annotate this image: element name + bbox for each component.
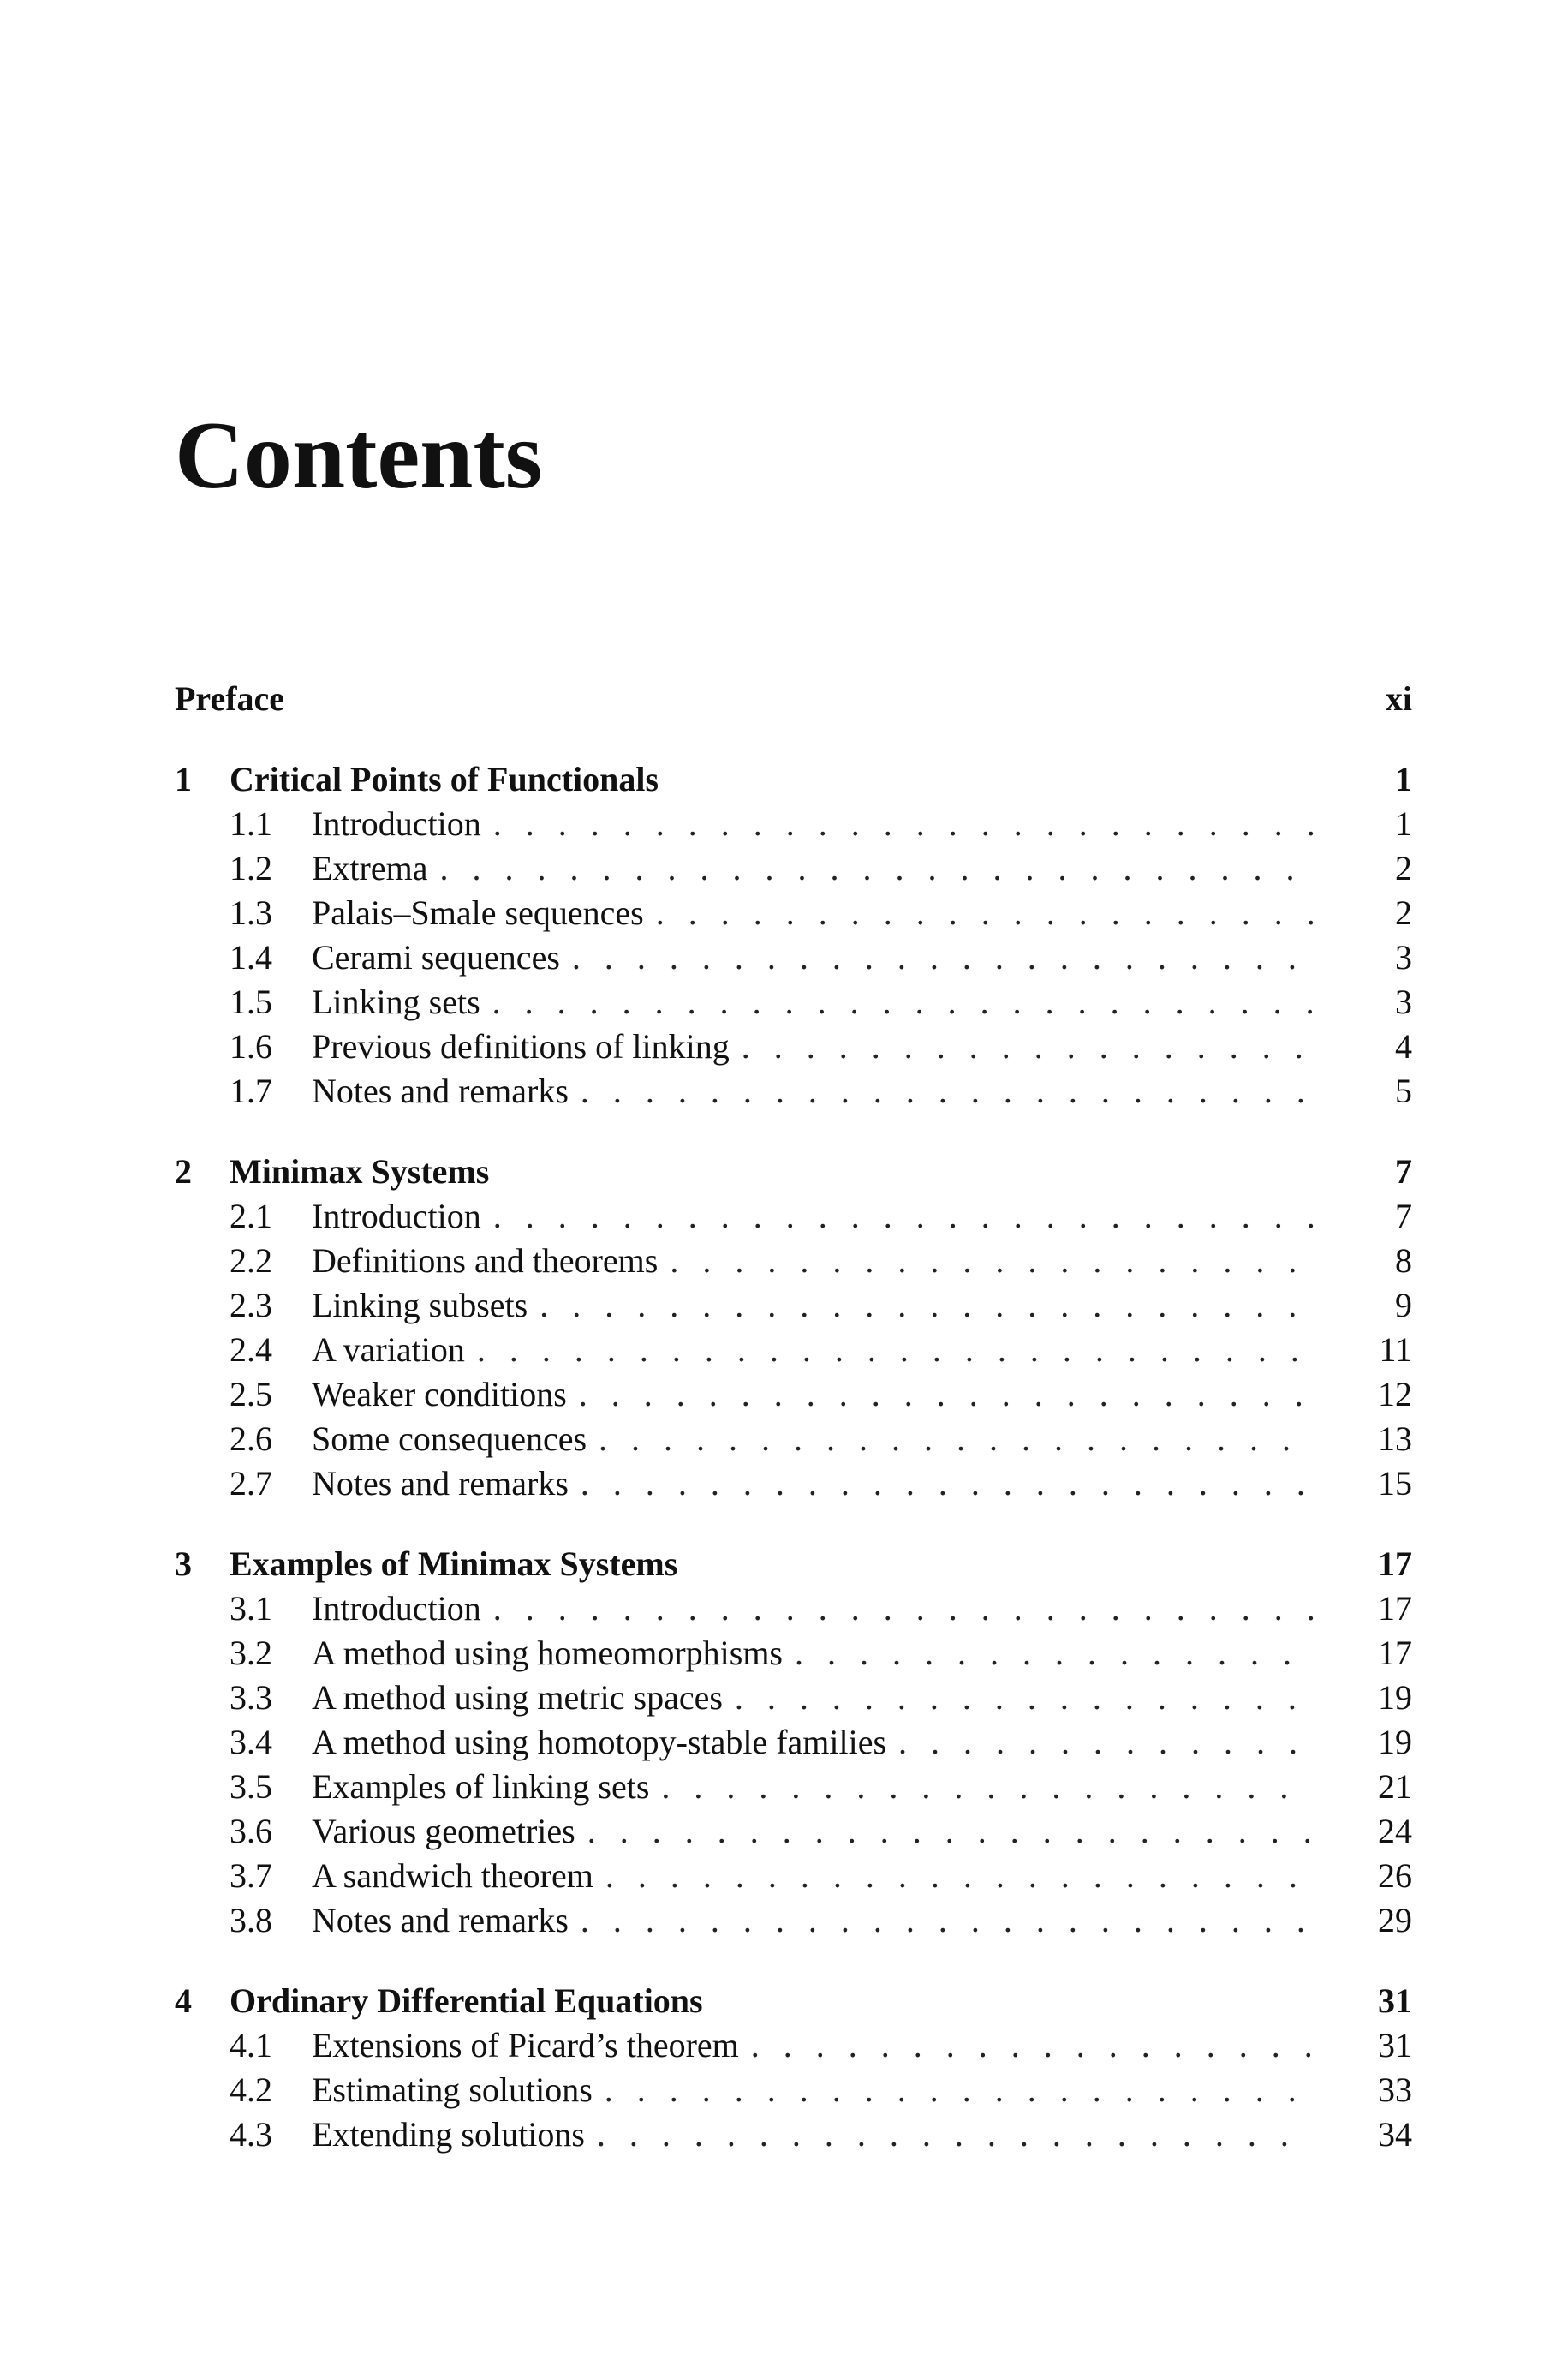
dot-leader xyxy=(540,1283,1315,1328)
toc-section-title: Extending solutions xyxy=(312,2115,585,2154)
toc-page-number: 24 xyxy=(1378,1812,1412,1850)
toc-section-number: 1.1 xyxy=(230,804,272,843)
table-of-contents xyxy=(175,677,1412,2157)
dot-leader xyxy=(605,2068,1315,2112)
toc-section-title: A method using homeomorphisms xyxy=(312,1634,783,1672)
toc-section[interactable] xyxy=(175,1194,1412,1239)
toc-page-number: 7 xyxy=(1395,1152,1412,1191)
toc-section-number: 1.5 xyxy=(230,983,272,1021)
toc-section[interactable] xyxy=(175,846,1412,891)
toc-section-title: Definitions and theorems xyxy=(312,1241,659,1280)
toc-page-number: 33 xyxy=(1378,2070,1412,2109)
toc-page-number: 3 xyxy=(1395,938,1412,977)
toc-section[interactable] xyxy=(175,891,1412,935)
toc-section[interactable] xyxy=(175,935,1412,980)
toc-section-number: 2.4 xyxy=(230,1330,272,1369)
dot-leader xyxy=(492,980,1315,1025)
toc-section[interactable] xyxy=(175,1283,1412,1328)
toc-page-number: 17 xyxy=(1378,1589,1412,1628)
toc-section-title: Notes and remarks xyxy=(312,1901,569,1939)
toc-page-number: 3 xyxy=(1395,983,1412,1021)
toc-section-title: Previous definitions of linking xyxy=(312,1027,730,1066)
toc-chapter-title: Minimax Systems xyxy=(230,1152,490,1191)
toc-section-number: 2.7 xyxy=(230,1464,272,1503)
toc-preface[interactable] xyxy=(175,677,1412,721)
toc-page-number: 26 xyxy=(1378,1856,1412,1895)
dot-leader xyxy=(605,1854,1315,1898)
dot-leader xyxy=(795,1631,1315,1676)
toc-section-number: 2.3 xyxy=(230,1286,272,1324)
toc-chapter[interactable] xyxy=(175,1542,1412,1586)
toc-section[interactable] xyxy=(175,1676,1412,1720)
toc-section-number: 4.1 xyxy=(230,2026,272,2064)
toc-chapter[interactable] xyxy=(175,1150,1412,1194)
toc-section-number: 2.1 xyxy=(230,1197,272,1235)
toc-chapter[interactable] xyxy=(175,757,1412,802)
dot-leader xyxy=(572,935,1315,980)
toc-page-number: 7 xyxy=(1395,1197,1412,1235)
toc-section-number: 1.3 xyxy=(230,893,272,932)
toc-chapter-number: 2 xyxy=(175,1152,192,1191)
toc-page-number: 13 xyxy=(1378,1419,1412,1458)
toc-section[interactable] xyxy=(175,1720,1412,1765)
toc-page-number: 21 xyxy=(1378,1767,1412,1806)
toc-page-number: 34 xyxy=(1378,2115,1412,2154)
toc-page-number: 4 xyxy=(1395,1027,1412,1066)
toc-page-number: 29 xyxy=(1378,1901,1412,1939)
toc-section[interactable] xyxy=(175,1417,1412,1461)
dot-leader xyxy=(581,1898,1315,1943)
toc-page-number: xi xyxy=(1385,679,1412,718)
toc-section-number: 1.4 xyxy=(230,938,272,977)
toc-page-number: 17 xyxy=(1378,1634,1412,1672)
toc-section-title: Cerami sequences xyxy=(312,938,560,977)
toc-preface-label: Preface xyxy=(175,679,285,718)
dot-leader xyxy=(581,1069,1315,1114)
toc-section-number: 3.2 xyxy=(230,1634,272,1672)
toc-section-title: A variation xyxy=(312,1330,465,1369)
dot-leader xyxy=(477,1328,1315,1372)
toc-section[interactable] xyxy=(175,980,1412,1025)
toc-section-title: Weaker conditions xyxy=(312,1375,567,1413)
toc-section[interactable] xyxy=(175,1809,1412,1854)
dot-leader xyxy=(599,1417,1315,1461)
toc-section-number: 2.5 xyxy=(230,1375,272,1413)
toc-page-number: 9 xyxy=(1395,1286,1412,1324)
dot-leader xyxy=(581,1461,1315,1506)
toc-section-number: 3.4 xyxy=(230,1723,272,1761)
toc-section-title: Notes and remarks xyxy=(312,1464,569,1503)
toc-section-number: 3.8 xyxy=(230,1901,272,1939)
dot-leader xyxy=(661,1765,1315,1809)
toc-page-number: 8 xyxy=(1395,1241,1412,1280)
dot-leader xyxy=(670,1239,1315,1283)
toc-page-number: 19 xyxy=(1378,1723,1412,1761)
toc-section-number: 1.2 xyxy=(230,849,272,887)
toc-section-number: 4.2 xyxy=(230,2070,272,2109)
toc-chapter[interactable] xyxy=(175,1979,1412,2023)
toc-section-title: Estimating solutions xyxy=(312,2070,593,2109)
toc-section[interactable] xyxy=(175,1586,1412,1631)
toc-section-title: Some consequences xyxy=(312,1419,587,1458)
dot-leader xyxy=(493,1586,1315,1631)
toc-page-number: 2 xyxy=(1395,849,1412,887)
toc-chapter-title: Ordinary Differential Equations xyxy=(230,1981,703,2020)
toc-chapters xyxy=(175,757,1412,2157)
toc-chapter-number: 1 xyxy=(175,760,192,798)
toc-section-title: Extrema xyxy=(312,849,428,887)
toc-section-title: Linking sets xyxy=(312,983,480,1021)
toc-section-title: Introduction xyxy=(312,1197,481,1235)
toc-section[interactable] xyxy=(175,2112,1412,2157)
toc-section-title: Palais–Smale sequences xyxy=(312,893,644,932)
toc-section[interactable] xyxy=(175,802,1412,846)
dot-leader xyxy=(656,891,1315,935)
toc-section-number: 2.6 xyxy=(230,1419,272,1458)
toc-page-number: 19 xyxy=(1378,1678,1412,1717)
toc-chapter-title: Examples of Minimax Systems xyxy=(230,1545,678,1583)
toc-chapter-number: 3 xyxy=(175,1545,192,1583)
toc-section[interactable] xyxy=(175,1069,1412,1114)
toc-section-number: 3.1 xyxy=(230,1589,272,1628)
toc-section[interactable] xyxy=(175,1765,1412,1809)
dot-leader xyxy=(735,1676,1315,1720)
toc-page-number: 31 xyxy=(1378,1981,1412,2020)
dot-leader xyxy=(587,1809,1315,1854)
dot-leader xyxy=(751,2023,1315,2068)
dot-leader xyxy=(493,1194,1315,1239)
toc-section-number: 3.7 xyxy=(230,1856,272,1895)
toc-section-number: 4.3 xyxy=(230,2115,272,2154)
toc-section-number: 1.6 xyxy=(230,1027,272,1066)
toc-section-title: Extensions of Picard’s theorem xyxy=(312,2026,739,2064)
toc-section[interactable] xyxy=(175,1025,1412,1069)
toc-section-title: A sandwich theorem xyxy=(312,1856,593,1895)
dot-leader xyxy=(742,1025,1315,1069)
toc-section-title: Various geometries xyxy=(312,1812,575,1850)
dot-leader xyxy=(579,1372,1315,1417)
toc-page-number: 5 xyxy=(1395,1072,1412,1110)
toc-section[interactable] xyxy=(175,1328,1412,1372)
toc-section-number: 3.5 xyxy=(230,1767,272,1806)
dot-leader xyxy=(597,2112,1315,2157)
toc-page-number: 1 xyxy=(1395,760,1412,798)
toc-section-number: 1.7 xyxy=(230,1072,272,1110)
toc-section-title: A method using metric spaces xyxy=(312,1678,723,1717)
toc-section-number: 2.2 xyxy=(230,1241,272,1280)
toc-section[interactable] xyxy=(175,1461,1412,1506)
toc-section-title: Examples of linking sets xyxy=(312,1767,650,1806)
toc-page-number: 31 xyxy=(1378,2026,1412,2064)
toc-section-title: Linking subsets xyxy=(312,1286,528,1324)
toc-page-number: 11 xyxy=(1379,1330,1412,1369)
toc-chapter-number: 4 xyxy=(175,1981,192,2020)
toc-section[interactable] xyxy=(175,1631,1412,1676)
dot-leader xyxy=(898,1720,1315,1765)
toc-section-title: Notes and remarks xyxy=(312,1072,569,1110)
toc-page-number: 17 xyxy=(1378,1545,1412,1583)
toc-section[interactable] xyxy=(175,1239,1412,1283)
toc-section-title: A method using homotopy-stable families xyxy=(312,1723,887,1761)
toc-section-number: 3.3 xyxy=(230,1678,272,1717)
toc-section[interactable] xyxy=(175,2023,1412,2068)
toc-page-number: 15 xyxy=(1378,1464,1412,1503)
toc-section[interactable] xyxy=(175,1854,1412,1898)
toc-section-number: 3.6 xyxy=(230,1812,272,1850)
toc-page-number: 1 xyxy=(1395,804,1412,843)
dot-leader xyxy=(440,846,1315,891)
dot-leader xyxy=(493,802,1315,846)
toc-section[interactable] xyxy=(175,1898,1412,1943)
toc-page-number: 2 xyxy=(1395,893,1412,932)
toc-section[interactable] xyxy=(175,1372,1412,1417)
toc-chapter-title: Critical Points of Functionals xyxy=(230,760,659,798)
toc-section-title: Introduction xyxy=(312,804,481,843)
toc-section[interactable] xyxy=(175,2068,1412,2112)
toc-section-title: Introduction xyxy=(312,1589,481,1628)
toc-page-number: 12 xyxy=(1378,1375,1412,1413)
page-title: Contents xyxy=(175,403,543,509)
